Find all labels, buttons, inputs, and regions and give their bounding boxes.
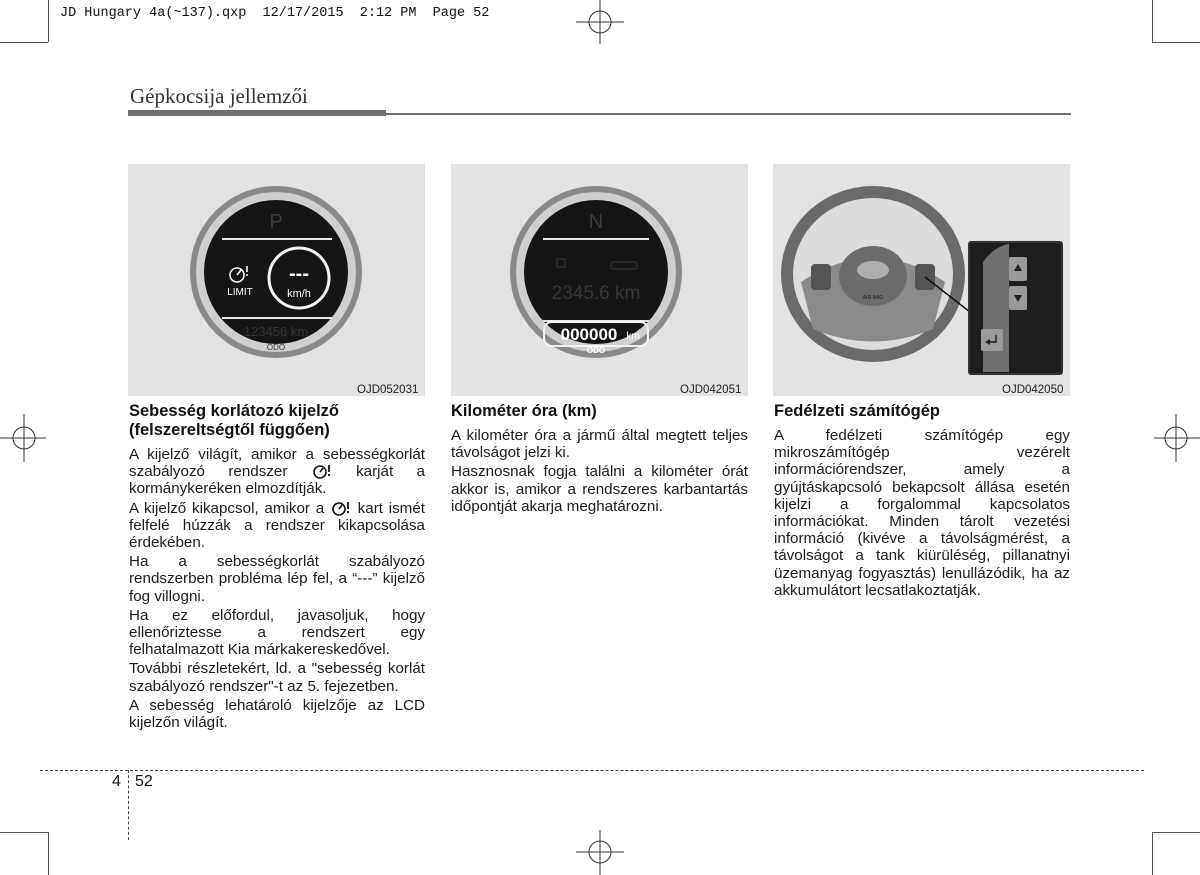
text-column-speed-limit [129,402,425,733]
speed-limit-gauge-figure [128,164,425,396]
odometer-ghost: 123456 km [243,324,309,339]
paragraph-text: A kijelző kikapcsol, amikor a [129,499,330,517]
text-column-odometer [451,402,748,517]
registration-mark-icon [572,0,628,44]
paragraph: A sebesség lehatároló kijelzője az LCD kijelzőn világít. [129,696,425,732]
crop-mark [0,832,48,833]
paragraph-text: A kijelző világít, amikor a sebességkorlát szabályozó rendszer [129,446,425,481]
odo-label: ODO [586,346,606,355]
figure-code: OJD042050 [1002,384,1064,396]
page-number: 52 [135,773,153,790]
odometer-unit: km [626,331,640,342]
title-rule [386,113,1071,115]
speed-dashes: --- [289,263,309,285]
footer-divider [128,770,129,840]
heading-line: Sebesség korlátozó kijelző [129,402,339,420]
heading-odometer: Kilométer óra (km) [451,402,597,420]
registration-mark-icon [1154,412,1200,464]
gear-indicator: N [588,211,604,233]
crop-mark [1152,832,1153,875]
footer-divider [40,770,1144,771]
odometer-gauge-figure [451,164,748,396]
text-column-trip-computer [774,402,1070,601]
paragraph: A fedélzeti számítógép egy mikroszámítógép vezérelt információrendszer, amely a gyújtáskapcsoló bekapcsolt állása esetén kijelzi a forgalommal kapcsolatos információkat. Minden tárolt vezetési információ (kivéve a távolságmérést, a távolságot a tank kiürüléség, pillanatnyi üzemanyag fogyasztás) lenullázódik, ha az akkumulátort lecsatlakoztatják. [774,427,1070,599]
speed-limit-gauge-icon [128,164,425,396]
paragraph [129,446,425,498]
speed-unit: km/h [287,288,311,300]
crop-mark [1152,832,1200,833]
title-rule [128,110,386,116]
figure-code: OJD052031 [357,384,419,396]
speed-limiter-icon [330,500,352,516]
print-header: JD Hungary 4a(~137).qxp 12/17/2015 2:12 PM Page 52 [60,6,490,21]
airbag-label: AIR BAG [862,295,884,301]
heading-trip-computer: Fedélzeti számítógép [774,402,940,420]
paragraph: További részletekért, ld. a "sebesség korlát szabályozó rendszer"-t az 5. fejezetben. [129,660,425,695]
paragraph: A kilométer óra a jármű által megtett teljes távolságot jelzi ki. [451,427,748,462]
figure-code: OJD042051 [680,384,742,396]
heading-speed-limit [129,402,425,440]
crop-mark [48,0,49,42]
steering-wheel-figure [773,164,1070,396]
section-title: Gépkocsija jellemzői [130,84,308,108]
heading-line: (felszereltségtől függően) [129,421,330,439]
speed-limiter-icon [311,463,333,479]
crop-mark [1152,42,1200,43]
odometer-value: 000000 [560,325,618,344]
crop-mark [1152,0,1153,42]
paragraph-text: kart ismét felfelé húzzák a rendszer kikapcsolása érdekében. [129,499,425,552]
odometer-gauge-icon [451,164,748,396]
chapter-number: 4 [112,773,121,790]
registration-mark-icon [0,412,46,464]
trip-ghost: 2345.6 km [551,283,641,304]
steering-wheel-icon [773,164,1070,396]
paragraph-text: karját a kormánykeréken elmozdítják. [129,463,426,498]
registration-mark-icon [572,830,628,875]
gear-indicator: P [269,211,283,233]
crop-mark [48,832,49,875]
paragraph: Hasznosnak fogja találni a kilométer órát akkor is, amikor a rendszeres karbantartás időpontját akarja meghatározni. [451,463,748,515]
paragraph [129,500,425,552]
limit-label: LIMIT [227,287,253,298]
odo-ghost: ODO [266,343,286,352]
paragraph: Ha a sebességkorlát szabályozó rendszerben probléma lép fel, a “---” kijelző fog villogni. [129,553,425,605]
crop-mark [0,42,48,43]
paragraph: Ha ez előfordul, javasoljuk, hogy ellenőriztesse a rendszert egy felhatalmazott Kia márkakereskedővel. [129,606,425,659]
